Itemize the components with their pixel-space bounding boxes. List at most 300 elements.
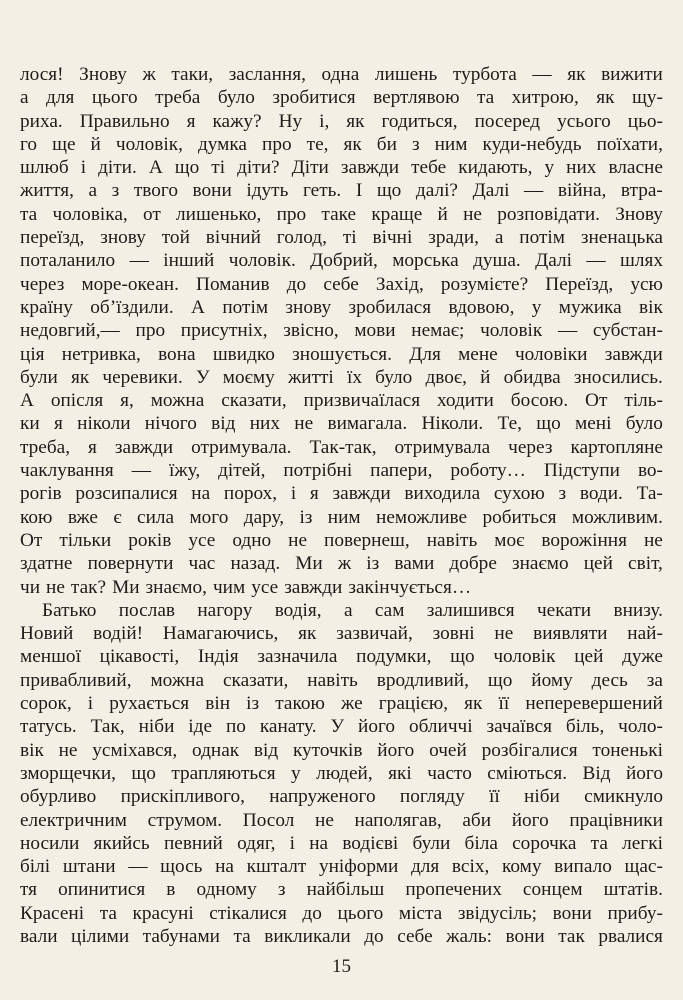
word: завжди (284, 576, 343, 598)
word: що (131, 762, 156, 784)
word: її (489, 786, 500, 808)
word: подумки, (356, 646, 432, 668)
word: мене (458, 343, 498, 365)
word: до (302, 902, 322, 924)
word: дуже (622, 646, 663, 668)
word: одно (232, 529, 272, 551)
word: ходити (437, 390, 494, 412)
word: через (508, 436, 553, 458)
word: і (289, 832, 295, 854)
word: обидва (503, 366, 561, 388)
word: які (388, 762, 412, 784)
word: міста (398, 902, 443, 924)
word: як (464, 693, 483, 715)
word: зробилася (348, 296, 432, 318)
word: й (437, 203, 448, 225)
text-line (20, 389, 663, 412)
word: не (315, 809, 334, 831)
word: обличчі (408, 716, 473, 738)
word: одному (196, 879, 257, 901)
word: такою (275, 693, 325, 715)
word: зношується. (292, 343, 392, 365)
word: легкі (622, 832, 663, 854)
word: Добрий, (310, 250, 378, 272)
word: черевики. (102, 366, 183, 388)
word: грацією, (378, 693, 449, 715)
word: них (566, 157, 597, 179)
word: стікалися (209, 902, 287, 924)
word: от (142, 203, 161, 225)
word: а (20, 87, 29, 109)
word: із (299, 506, 313, 528)
word: про (262, 133, 292, 155)
word: її (498, 693, 510, 715)
word: виявляти (533, 623, 608, 645)
word: завжди (340, 157, 400, 179)
word: пропечених (405, 879, 502, 901)
word: Та- (636, 483, 663, 505)
word: вони (552, 902, 592, 924)
word: так (558, 925, 585, 947)
word: смикнуло (584, 786, 663, 808)
word: його (377, 739, 415, 761)
word: й (480, 366, 491, 388)
word: вертлявою (373, 87, 460, 109)
word: кшталт (246, 856, 307, 878)
word: — (524, 180, 544, 202)
word: Ну (278, 110, 303, 132)
word: я (53, 413, 63, 435)
word: від (211, 413, 236, 435)
word: усю (630, 273, 663, 295)
text-line (20, 832, 663, 855)
word: рогів (20, 483, 62, 505)
word: переїзд, (20, 227, 85, 249)
word: вижити (601, 64, 663, 85)
word: Те, (497, 413, 522, 435)
word: нетривка, (61, 343, 141, 365)
word: присутніх, (180, 320, 268, 342)
word: я, (120, 390, 134, 412)
word: закінчується… (348, 576, 472, 598)
word: за (646, 669, 663, 691)
text-line (20, 762, 663, 785)
text-line (20, 366, 663, 389)
word: отримувала. (191, 436, 292, 458)
word: А (20, 390, 34, 412)
text-line (20, 273, 663, 296)
word: водія, (274, 599, 322, 621)
word: ним (327, 506, 361, 528)
word: роботу… (450, 460, 526, 482)
word: через (20, 273, 65, 295)
word: чоло- (618, 716, 663, 738)
word: сорочка (512, 832, 577, 854)
word: же (341, 693, 363, 715)
word: у (291, 762, 301, 784)
word: себе (323, 273, 359, 295)
word: інший (163, 250, 215, 272)
text-line (20, 576, 663, 599)
word: цього (337, 902, 384, 924)
word: сонцем (522, 879, 583, 901)
word: вами (394, 553, 435, 575)
word: об’їздили. (90, 296, 174, 318)
word: себе (397, 925, 433, 947)
word: Так, (90, 716, 125, 738)
word: та (590, 832, 608, 854)
word: ція (20, 343, 45, 365)
word: є (113, 506, 122, 528)
word: й (90, 133, 101, 155)
text-line (20, 412, 663, 435)
word: на (309, 832, 329, 854)
word: із (366, 553, 380, 575)
text-line (20, 669, 663, 692)
word: лишенько, (176, 203, 262, 225)
word: усе (251, 576, 279, 598)
word: діти. (98, 157, 137, 179)
word: штани (62, 856, 116, 878)
text-line (20, 692, 663, 715)
word: випало (554, 856, 612, 878)
word: вони (505, 925, 545, 947)
word: Далі (535, 250, 572, 272)
text-line (20, 63, 663, 86)
word: по (225, 716, 246, 738)
word: чоловіка, (52, 203, 128, 225)
word: треба, (20, 436, 71, 458)
word: чим (212, 576, 246, 598)
word: носили (20, 832, 80, 854)
word: з (558, 483, 567, 505)
word: щу- (631, 87, 663, 109)
word: що (450, 646, 475, 668)
word: ворожіння (541, 529, 627, 551)
word: а (494, 227, 504, 249)
text-line (20, 622, 663, 645)
word: усміхався, (92, 739, 178, 761)
word: табунами (142, 925, 221, 947)
word: у (531, 296, 542, 318)
word: та (476, 87, 495, 109)
word: зачаївся (486, 716, 552, 738)
text-line (20, 482, 663, 505)
word: вимагала. (327, 413, 408, 435)
word: неможливе (376, 506, 468, 528)
word: вічний (205, 227, 261, 249)
word: — (131, 460, 152, 482)
word: повернеш, (324, 529, 410, 551)
word: втра- (620, 180, 663, 202)
word: на (191, 483, 211, 505)
word: та (233, 925, 251, 947)
word: залишився (426, 599, 515, 621)
word: всіх, (451, 856, 490, 878)
word: сорок, (20, 693, 72, 715)
word: було (375, 366, 413, 388)
word: робиться (482, 506, 557, 528)
word: війна, (557, 180, 607, 202)
text-line (20, 645, 663, 668)
text-line (20, 319, 663, 342)
word: і (290, 483, 297, 505)
word: зазначила (257, 646, 338, 668)
word: І (355, 180, 363, 202)
word: тебе (411, 157, 447, 179)
word: моє (494, 529, 525, 551)
word: десь (591, 669, 628, 691)
word: якийсь (93, 832, 150, 854)
word: тіль- (624, 390, 663, 412)
word: меншої (20, 646, 81, 668)
word: Підступи (543, 460, 620, 482)
word: цікавості, (99, 646, 180, 668)
word: ніби (138, 716, 175, 738)
word: картопляне (570, 436, 663, 458)
word: з (277, 879, 286, 901)
word: мого (189, 506, 229, 528)
text-line (20, 156, 663, 179)
word: не (494, 623, 514, 645)
word: лишень (374, 64, 438, 85)
word: моєму (222, 366, 275, 388)
text-line (20, 925, 663, 948)
word: ж (337, 553, 352, 575)
word: кажу? (212, 110, 262, 132)
word: во- (637, 460, 663, 482)
word: для (410, 856, 440, 878)
word: як (596, 87, 615, 109)
word: турбота (452, 64, 517, 85)
word: чаклування (20, 460, 114, 482)
word: власне (608, 157, 663, 179)
word: красуні (132, 902, 194, 924)
text-line (20, 86, 663, 109)
word: прискіпливого, (120, 786, 245, 808)
word: кому (501, 856, 542, 878)
word: потім (519, 227, 565, 249)
word: на (215, 856, 234, 878)
word: були (412, 832, 451, 854)
word: щось (160, 856, 203, 878)
word: можна (150, 669, 205, 691)
word: те, (306, 133, 329, 155)
word: таке (321, 203, 357, 225)
word: ще (52, 133, 76, 155)
word: папери, (370, 460, 433, 482)
word: чи (20, 576, 41, 598)
word: діти? (237, 157, 280, 179)
word: до (286, 273, 307, 295)
word: цілими (71, 925, 130, 947)
word: зморщечки, (20, 762, 116, 784)
word: я (88, 436, 97, 458)
word: цей (583, 553, 613, 575)
word: струмом. (147, 809, 223, 831)
word: не (643, 529, 663, 551)
word: звісно, (283, 320, 339, 342)
word: них (249, 413, 281, 435)
word: що (376, 180, 402, 202)
word: із (246, 693, 260, 715)
word: отримувала (394, 436, 491, 458)
text-line (20, 809, 663, 832)
word: заслання, (228, 64, 306, 85)
text-line (20, 739, 663, 762)
word: життя, (20, 180, 74, 202)
word: Від (582, 762, 611, 784)
word: для (46, 87, 75, 109)
word: куточків (292, 739, 363, 761)
word: вдовою, (448, 296, 515, 318)
word: вони (192, 180, 232, 202)
word: зазвичай, (336, 623, 413, 645)
word: Так-так, (309, 436, 377, 458)
word: і (80, 157, 87, 179)
word: Захід, (375, 273, 424, 295)
text-line (20, 878, 663, 901)
text-line (20, 203, 663, 226)
word: вічні (372, 227, 413, 249)
word: кою (20, 506, 53, 528)
word: їх (346, 366, 362, 388)
word: що (174, 157, 200, 179)
word: Знову (79, 64, 127, 85)
text-line (20, 249, 663, 272)
word: Намагаючись, (162, 623, 279, 645)
word: внизу. (613, 599, 663, 621)
word: його (511, 809, 549, 831)
word: цей (574, 646, 604, 668)
word: ж (142, 64, 156, 85)
word: знаємо (512, 553, 569, 575)
word: куди-небудь (482, 133, 582, 155)
word: сказати, (222, 669, 289, 691)
word: як (346, 110, 365, 132)
word: трапляються (171, 762, 276, 784)
word: недовгий,— (20, 320, 120, 342)
word: певний (163, 832, 223, 854)
word: нічого (144, 413, 197, 435)
word: дітей, (218, 460, 266, 482)
word: було (217, 87, 255, 109)
word: він (205, 693, 231, 715)
word: швидко (212, 343, 275, 365)
word: як (70, 366, 90, 388)
word: років (128, 529, 172, 551)
word: води. (579, 483, 623, 505)
text-line (20, 552, 663, 575)
word: сказати, (221, 390, 287, 412)
word: Ми (295, 553, 323, 575)
word: От (585, 390, 608, 412)
word: ки (20, 413, 40, 435)
word: не (58, 739, 78, 761)
word: чоловік. (228, 250, 296, 272)
word: житті (287, 366, 334, 388)
word: не (294, 413, 314, 435)
word: призвичаїлася (303, 390, 421, 412)
word: до (364, 925, 384, 947)
word: неперевершений (525, 693, 663, 715)
word: зносились. (573, 366, 663, 388)
word: би (376, 133, 397, 155)
word: обурливо (20, 786, 97, 808)
word: кидають, (458, 157, 533, 179)
word: з (411, 133, 420, 155)
word: працівники (569, 809, 663, 831)
word: Правильно (79, 110, 170, 132)
text-line (20, 179, 663, 202)
word: я (309, 483, 319, 505)
word: потрібні (283, 460, 353, 482)
word: виходила (404, 483, 481, 505)
word: най- (627, 623, 663, 645)
word: електричним (20, 809, 128, 831)
word: водієві (342, 832, 399, 854)
word: в (166, 879, 176, 901)
text-line (20, 902, 663, 925)
word: Діти (291, 157, 329, 179)
word: От (20, 529, 43, 551)
word: лося! (20, 64, 64, 85)
word: ніби (524, 786, 560, 808)
word: можна (150, 390, 205, 412)
word: чоловік (493, 646, 556, 668)
word: однак (191, 739, 240, 761)
word: поталанило (20, 250, 116, 272)
word: чекати (536, 599, 592, 621)
word: посеред (474, 110, 541, 132)
word: геть. (302, 180, 342, 202)
word: сміються. (487, 762, 568, 784)
word: чоловік (480, 320, 543, 342)
word: краще (371, 203, 423, 225)
word: не (46, 576, 65, 598)
word: татусь. (20, 716, 77, 738)
word: Поманив (196, 273, 270, 295)
text-line (20, 436, 663, 459)
word: були (20, 366, 58, 388)
word: навіть (426, 529, 478, 551)
word: розумієте? (440, 273, 529, 295)
word: так? (70, 576, 107, 598)
word: можливим. (571, 506, 663, 528)
word: що (487, 669, 513, 691)
word: знаємо, (145, 576, 207, 598)
word: часто (427, 762, 472, 784)
word: звідусіль; (457, 902, 538, 924)
word: а (343, 599, 353, 621)
word: У (195, 366, 210, 388)
word: — (557, 320, 578, 342)
word: Ми (112, 576, 140, 598)
word: час (188, 553, 216, 575)
word: — (129, 250, 149, 272)
word: хитрою, (511, 87, 579, 109)
word: ним (434, 133, 468, 155)
word: завжди (332, 483, 391, 505)
word: чоловік, (115, 133, 183, 155)
word: аби (462, 809, 492, 831)
word: вік (20, 739, 44, 761)
word: зради, (428, 227, 479, 249)
word: усього (557, 110, 611, 132)
word: їжу, (168, 460, 201, 482)
text-line (20, 296, 663, 319)
word: назад. (230, 553, 281, 575)
